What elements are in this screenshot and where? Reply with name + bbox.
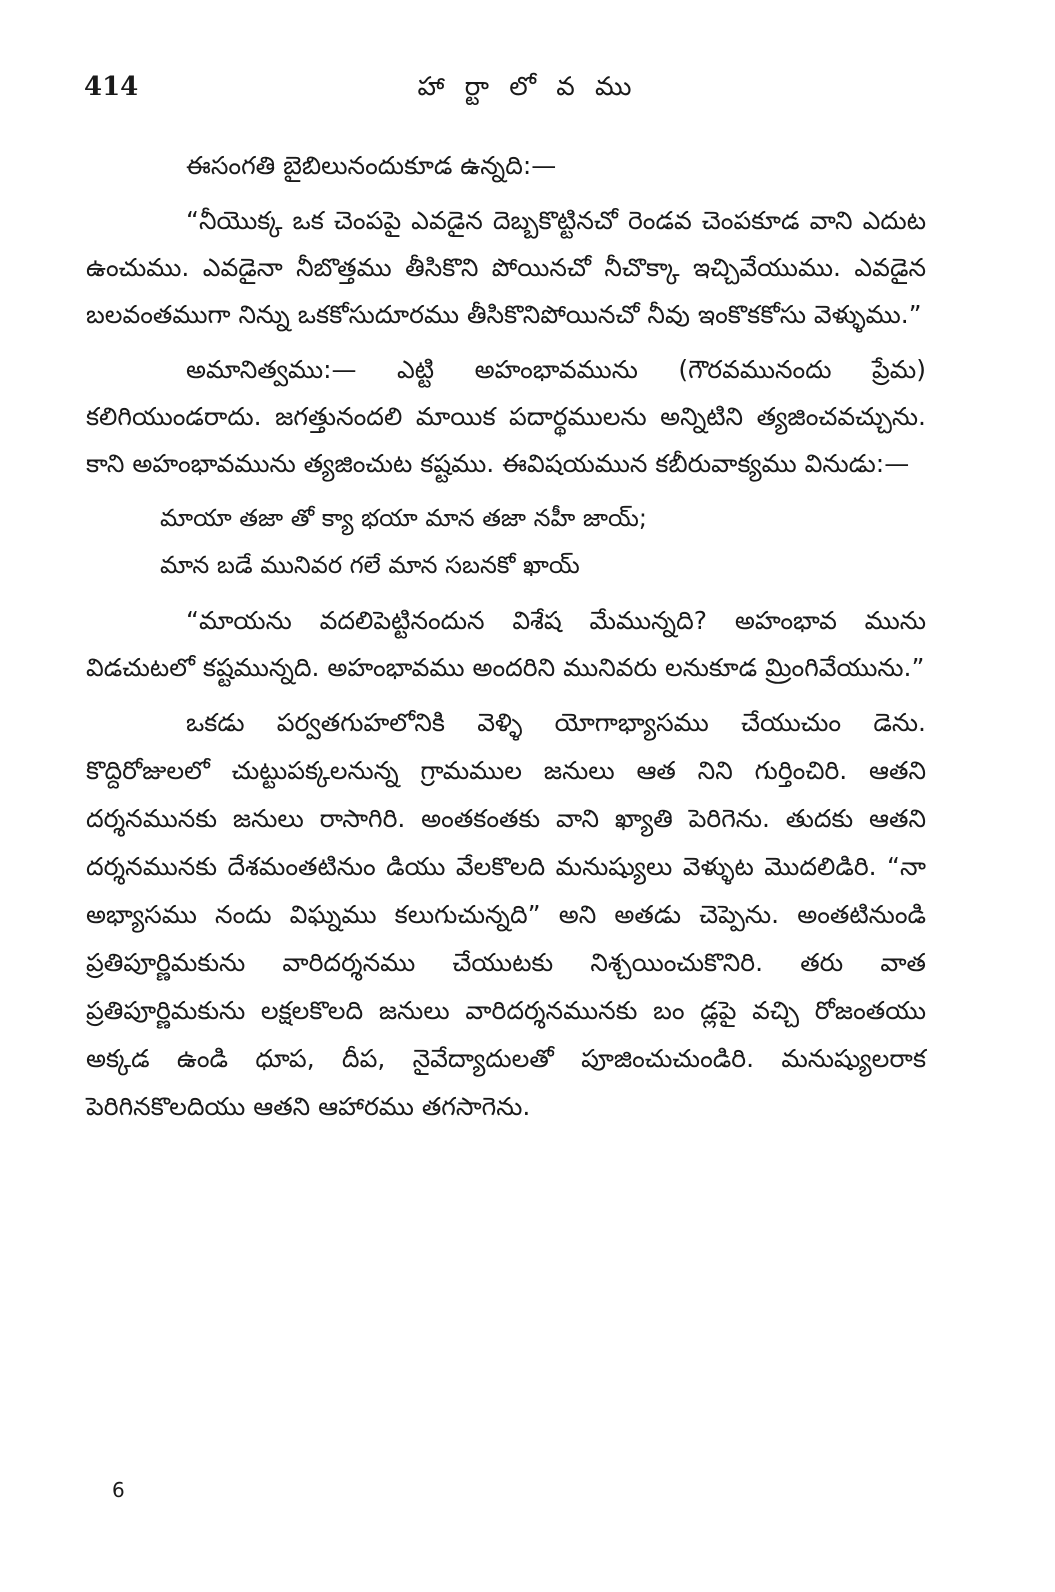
verse-line-2: మాన బడే మునివర గలే మాన సబనకో ఖాయ్	[160, 551, 580, 579]
paragraph-amanitvam: అమానిత్వము:— ఎట్టి అహంభావమును (గౌరవమునందు ప్రేమ) కలిగియుండరాదు. జగత్తునందలి మాయిక పదార్థములను అన్నిటిని త్యజించవచ్చును. కాని అహంభావమును త్యజించుట కష్టము. ఈవిషయమున కబీరువాక్యము వినుడు:—	[86, 355, 926, 478]
page-number: 414	[84, 72, 139, 102]
verse-line-1: మాయా తజా తో క్యా భయా మాన తజా నహీ జాయ్;	[160, 504, 647, 532]
paragraph-intro: ఈసంగతి బైబిలునందుకూడ ఉన్నది:—	[186, 151, 557, 180]
page-body	[86, 142, 926, 1131]
paragraph-verse-translation: “మాయను వదలిపెట్టినందున విశేష మేమున్నది? అహంభావ మును విడచుటలో కష్టమున్నది. అహంభావము అందరిని మునివరు లనుకూడ మ్రింగివేయును.”	[86, 606, 926, 682]
paragraph-yogi-story: ఒకడు పర్వతగుహలోనికి వెళ్ళి యోగాభ్యాసము చేయుచుం డెను. కొద్దిరోజులలో చుట్టుపక్కలనున్న గ్రామముల జనులు ఆత నిని గుర్తించిరి. ఆతని దర్శనమునకు జనులు రాసాగిరి. అంతకంతకు వాని ఖ్యాతి పెరిగెను. తుదకు ఆతని దర్శనమునకు దేశమంతటినుం డియు వేలకొలది మనుష్యులు వెళ్ళుట మొదలిడిరి. “నా అభ్యాసము నందు విఘ్నము కలుగుచున్నది” అని అతడు చెప్పెను. అంతటినుండి ప్రతిపూర్ణిమకును వారిదర్శనము చేయుటకు నిశ్చయించుకొనిరి. తరు వాత ప్రతిపూర్ణిమకును లక్షలకొలది జనులు వారిదర్శనమునకు బం డ్లపై వచ్చి రోజంతయు అక్కడ ఉండి ధూప, దీప, నైవేద్యాదులతో పూజించుచుండిరి. మనుష్యులరాక పెరిగినకొలదియు ఆతని ఆహారము తగసాగెను.	[86, 708, 926, 1121]
page-header	[0, 72, 1055, 112]
signature-mark: 6	[112, 1478, 125, 1502]
kabir-verse	[86, 495, 926, 589]
paragraph-bible-quote: “నీయొక్క ఒక చెంపపై ఎవడైన దెబ్బకొట్టినచో రెండవ చెంపకూడ వాని ఎదుట ఉంచుము. ఎవడైనా నీబొత్తము తీసికొని పోయినచో నీచొక్కా ఇచ్చివేయుము. ఎవడైన బలవంతముగా నిన్ను ఒకకోసుదూరము తీసికొనిపోయినచో నీవు ఇంకొకకోసు వెళ్ళుము.”	[86, 206, 926, 329]
running-title: హా ర్టా లో వ ము	[417, 72, 638, 102]
